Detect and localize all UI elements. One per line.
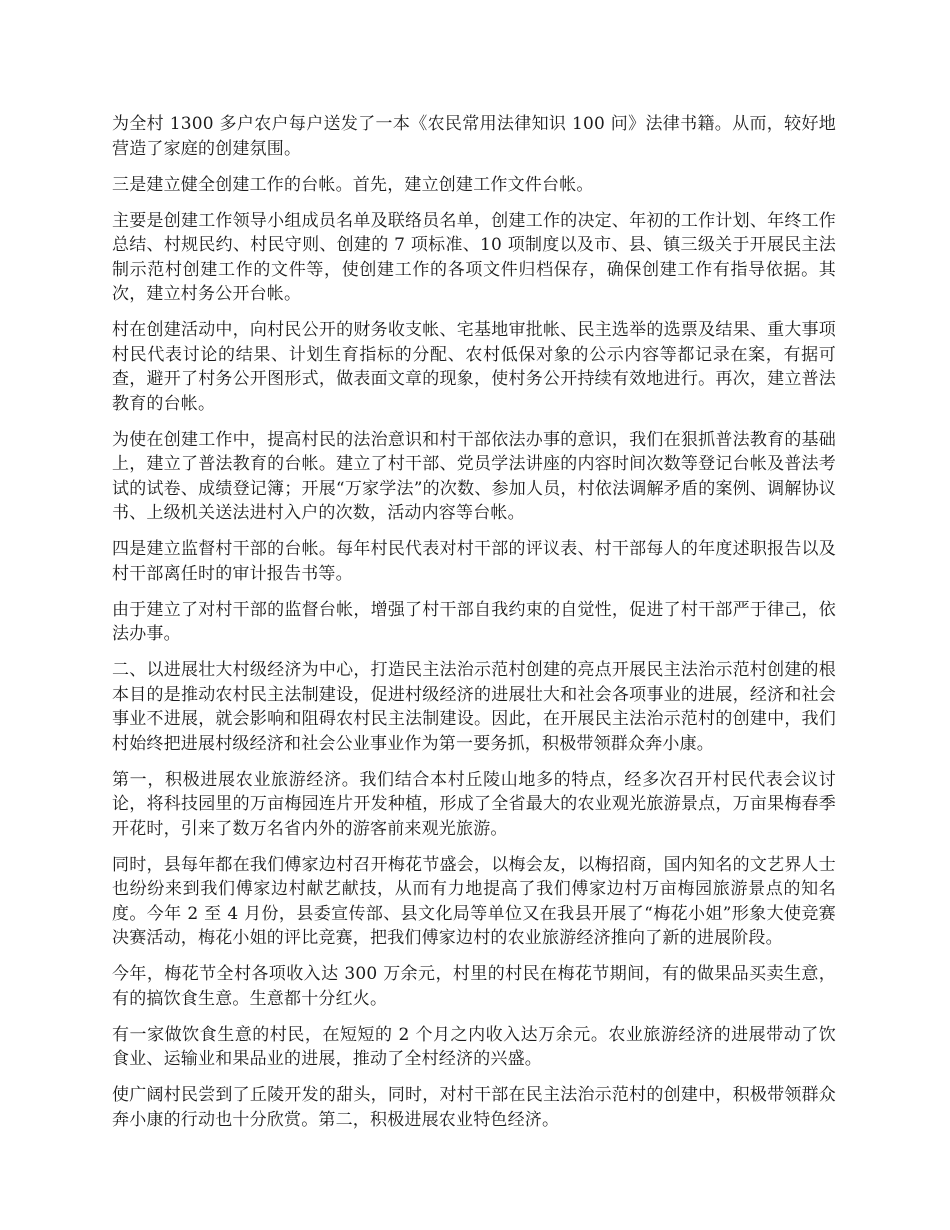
paragraph-11: 今年，梅花节全村各项收入达 300 万余元，村里的村民在梅花节期间，有的做果品买卖生意，有的搞饮食生意。生意都十分红火。: [112, 964, 836, 1009]
paragraph-3: 主要是创建工作领导小组成员名单及联络员名单，创建工作的决定、年初的工作计划、年终工作总结、村规民约、村民守则、创建的 7 项标准、10 项制度以及市、县、镇三级关于开展民主法制示范村创建工作的文件等，使创建工作的各项文件归档保存，确保创建工作有指导依据。其次，建立村务公开台帐。: [112, 210, 836, 304]
paragraph-7: 由于建立了对村干部的监督台帐，增强了村干部自我约束的自觉性，促进了村干部严于律己，依法办事。: [112, 599, 836, 644]
document-page: [112, 112, 836, 1144]
paragraph-2: 三是建立健全创建工作的台帐。首先，建立创建工作文件台帐。: [112, 174, 594, 195]
paragraph-13: 使广阔村民尝到了丘陵开发的甜头，同时，对村干部在民主法治示范村的创建中，积极带领群众奔小康的行动也十分欣赏。第二，积极进展农业特色经济。: [112, 1085, 836, 1130]
paragraph-5: 为使在创建工作中，提高村民的法治意识和村干部依法办事的意识，我们在狠抓普法教育的基础上，建立了普法教育的台帐。建立了村干部、党员学法讲座的内容时间次数等登记台帐及普法考试的试卷、成绩登记簿；开展“万家学法”的次数、参加人员，村依法调解矛盾的案例、调解协议书、上级机关送法进村入户的次数，活动内容等台帐。: [112, 429, 836, 523]
paragraph-6: 四是建立监督村干部的台帐。每年村民代表对村干部的评议表、村干部每人的年度述职报告以及村干部离任时的审计报告书等。: [112, 539, 836, 584]
paragraph-8: 二、以进展壮大村级经济为中心，打造民主法治示范村创建的亮点开展民主法治示范村创建的根本目的是推动农村民主法制建设，促进村级经济的进展壮大和社会各项事业的进展，经济和社会事业不进展，就会影响和阻碍农村民主法制建设。因此，在开展民主法治示范村的创建中，我们村始终把进展村级经济和社会公业事业作为第一要务抓，积极带领群众奔小康。: [112, 660, 836, 754]
paragraph-9: 第一，积极进展农业旅游经济。我们结合本村丘陵山地多的特点，经多次召开村民代表会议讨论，将科技园里的万亩梅园连片开发种植，形成了全省最大的农业观光旅游景点，万亩果梅春季开花时，引来了数万名省内外的游客前来观光旅游。: [112, 769, 836, 839]
paragraph-10: 同时，县每年都在我们傅家边村召开梅花节盛会，以梅会友，以梅招商，国内知名的文艺界人士也纷纷来到我们傅家边村献艺献技，从而有力地提高了我们傅家边村万亩梅园旅游景点的知名度。今年 2 至 4 月份，县委宣传部、县文化局等单位又在我县开展了“梅花小姐”形象大使竞赛决赛活动，梅花小姐的评比竞赛，把我们傅家边村的农业旅游经济推向了新的进展阶段。: [112, 854, 836, 948]
paragraph-1: 为全村 1300 多户农户每户送发了一本《农民常用法律知识 100 问》法律书籍。从而，较好地营造了家庭的创建氛围。: [112, 114, 836, 159]
paragraph-4: 村在创建活动中，向村民公开的财务收支帐、宅基地审批帐、民主选举的选票及结果、重大事项村民代表讨论的结果、计划生育指标的分配、农村低保对象的公示内容等都记录在案，有据可查，避开了村务公开图形式，做表面文章的现象，使村务公开持续有效地进行。再次，建立普法教育的台帐。: [112, 320, 836, 414]
paragraph-12: 有一家做饮食生意的村民，在短短的 2 个月之内收入达万余元。农业旅游经济的进展带动了饮食业、运输业和果品业的进展，推动了全村经济的兴盛。: [112, 1024, 836, 1069]
